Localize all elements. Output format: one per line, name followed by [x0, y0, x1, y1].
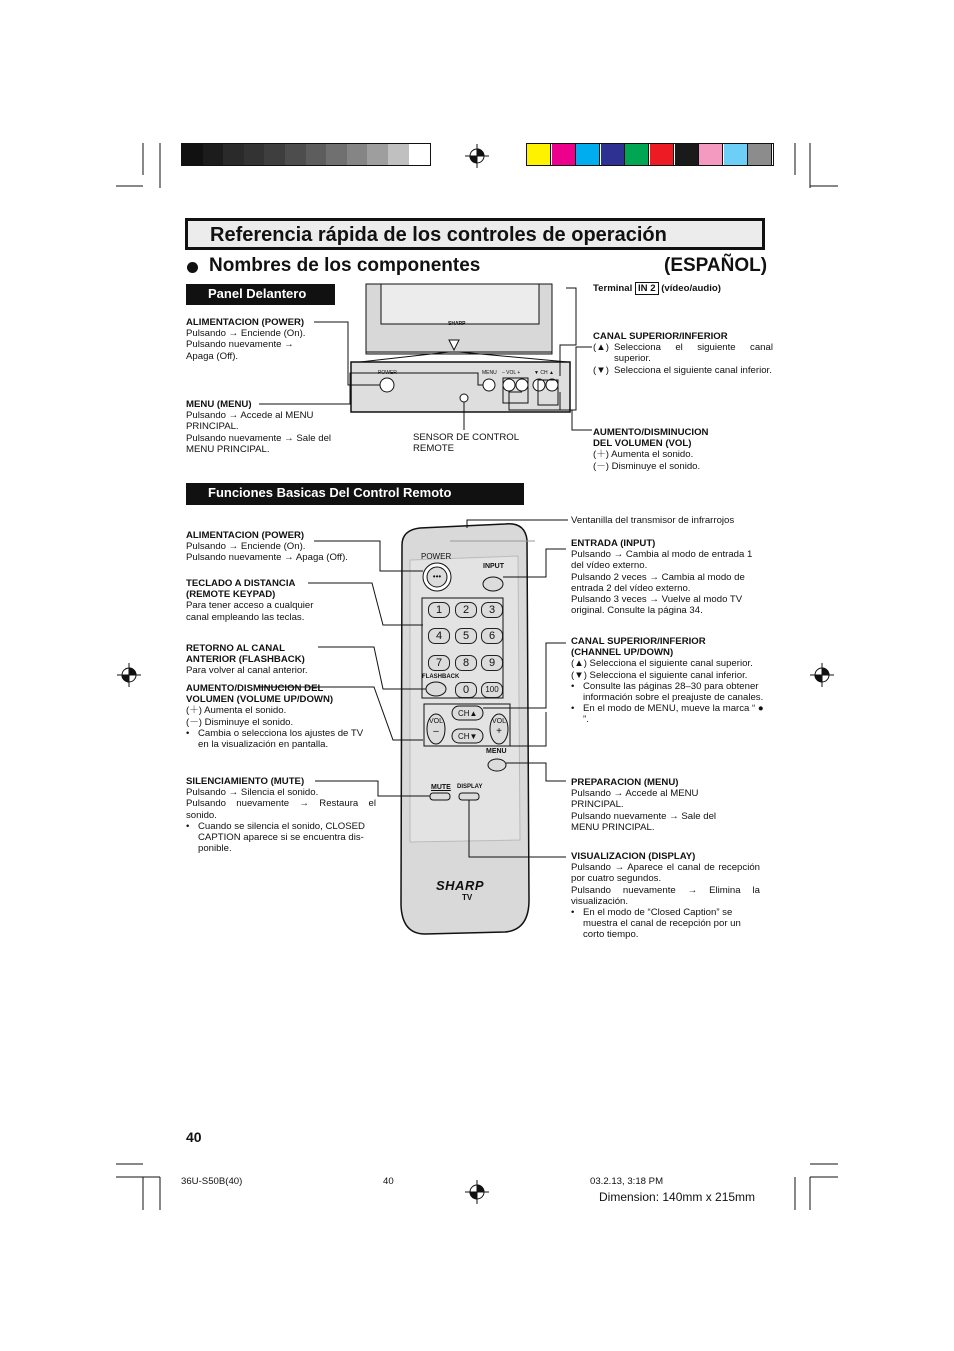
color-swatch — [724, 144, 748, 165]
gray-swatch — [285, 144, 306, 165]
color-swatch — [625, 144, 649, 165]
remote-power-callout: ALIMENTACION (POWER) Pulsando → Enciende (On). Pulsando nuevamente → Apaga (Off). — [186, 530, 348, 564]
color-swatch — [576, 144, 600, 165]
panel-brand: SHARP — [448, 321, 466, 327]
panel-volume-callout: AUMENTO/DISMINUCION DEL VOLUMEN (VOL) (＋) Aumenta el sonido. (－) Disminuye el sonido. — [593, 427, 709, 472]
color-swatch — [601, 144, 625, 165]
page-title-box — [185, 218, 765, 250]
remote-functions-tag: Funciones Basicas Del Control Remoto — [186, 483, 524, 505]
remote-key-2[interactable]: 2 — [455, 602, 477, 618]
remote-key-7[interactable]: 7 — [428, 655, 450, 671]
gray-swatch — [347, 144, 368, 165]
remote-display-button[interactable]: DISPLAY — [457, 784, 483, 790]
remote-flashback-callout: RETORNO AL CANAL ANTERIOR (FLASHBACK) Para volver al canal anterior. — [186, 643, 308, 677]
remote-key-1[interactable]: 1 — [428, 602, 450, 618]
registration-mark-bottom — [465, 1180, 489, 1204]
remote-keypad-callout: TECLADO A DISTANCIA (REMOTE KEYPAD) Para tener acceso a cualquier canal empleando las teclas. — [186, 578, 314, 623]
color-calibration-bar — [526, 143, 774, 166]
remote-vol-up-button[interactable]: + — [496, 726, 502, 737]
panel-power-label: POWER — [378, 370, 397, 376]
remote-menu-button[interactable] — [488, 759, 506, 771]
remote-menu-label: MENU — [486, 748, 507, 755]
panel-menu-label: MENU — [482, 370, 497, 376]
registration-mark-left — [117, 663, 141, 687]
remote-key-3[interactable]: 3 — [481, 602, 503, 618]
footer-page: 40 — [383, 1176, 394, 1187]
gray-swatch — [306, 144, 327, 165]
color-swatch — [650, 144, 674, 165]
remote-channel-callout: CANAL SUPERIOR/INFERIOR (CHANNEL UP/DOWN) (▲) Selecciona el siguiente canal superior. (▼) Selecciona el siguiente canal inferior. • Consulte las páginas 28–30 para obtener información sobre el preajuste de canales. • En el modo de MENU, mueve la marca “ ● ”. — [571, 636, 764, 726]
panel-vol-label: – VOL + — [502, 370, 521, 376]
remote-flashback-label: FLASHBACK — [422, 674, 460, 680]
footer-file: 36U-S50B(40) — [181, 1176, 243, 1187]
color-swatch — [527, 144, 551, 165]
gray-swatch — [244, 144, 265, 165]
remote-brand: SHARP — [436, 878, 485, 893]
page-number: 40 — [186, 1129, 202, 1145]
color-swatch — [675, 144, 699, 165]
remote-brand-sub: TV — [462, 893, 473, 902]
remote-vol-up-label: VOL — [492, 718, 507, 725]
section-heading: Nombres de los componentes — [209, 255, 481, 276]
remote-key-6[interactable]: 6 — [481, 628, 503, 644]
remote-mute-button[interactable]: MUTE — [431, 784, 451, 791]
remote-ch-down-button[interactable]: CH▼ — [458, 732, 478, 741]
remote-vol-down-label: VOL — [429, 718, 444, 725]
remote-flashback-button[interactable] — [426, 682, 446, 696]
gray-swatch — [223, 144, 244, 165]
panel-sensor-callout: SENSOR DE CONTROL REMOTE — [413, 432, 520, 455]
footer-date: 03.2.13, 3:18 PM — [590, 1176, 664, 1187]
remote-display-callout: VISUALIZACION (DISPLAY) Pulsando → Aparece el canal de recepción por cuatro segundos. Pulsando nuevamente → Elimina la visualización. • En el modo de “Closed Caption” se muestra el canal de recepción por un corto tiempo. — [571, 851, 760, 941]
gray-swatch — [203, 144, 224, 165]
remote-key-0[interactable]: 0 — [455, 682, 477, 698]
remote-menu-callout: PREPARACION (MENU) Pulsando → Accede al MENU PRINCIPAL. Pulsando nuevamente → Sale del MENU PRINCIPAL. — [571, 777, 717, 833]
remote-infrared-callout: Ventanilla del transmisor de infrarrojos — [571, 515, 735, 526]
remote-key-100[interactable]: 100 — [481, 682, 503, 698]
gray-swatch — [264, 144, 285, 165]
remote-mute-callout: SILENCIAMIENTO (MUTE) Pulsando → Silencia el sonido. Pulsando nuevamente → Restaura el sonido. • Cuando se silencia el sonido, CLOSED CAPTION aparece si se encuentra dis-ponible. — [186, 776, 376, 855]
registration-mark-right — [810, 663, 834, 687]
remote-power-label: POWER — [421, 552, 452, 561]
panel-channel-callout: CANAL SUPERIOR/INFERIOR (▲) Selecciona el siguiente canal superior. (▼) Selecciona el siguiente canal inferior. — [593, 331, 773, 376]
remote-power-button[interactable]: ••• — [432, 572, 442, 581]
front-panel-tag: Panel Delantero — [186, 284, 335, 305]
remote-key-8[interactable]: 8 — [455, 655, 477, 671]
gray-swatch — [182, 144, 203, 165]
remote-volume-callout: AUMENTO/DISMINUCION DEL VOLUMEN (VOLUME UP/DOWN) (＋) Aumenta el sonido. (－) Disminuye el sonido. • Cambia o selecciona los ajustes de TV en la visualización en pantalla. — [186, 683, 364, 751]
remote-ch-up-button[interactable]: CH▲ — [458, 709, 478, 718]
registration-mark-top — [465, 144, 489, 168]
color-swatch — [552, 144, 576, 165]
color-swatch — [699, 144, 723, 165]
panel-power-callout: ALIMENTACION (POWER) Pulsando → Enciende (On). Pulsando nuevamente → Apaga (Off). — [186, 317, 306, 362]
gray-swatch — [388, 144, 409, 165]
remote-key-9[interactable]: 9 — [481, 655, 503, 671]
gray-swatch — [367, 144, 388, 165]
panel-menu-callout: MENU (MENU) Pulsando → Accede al MENU PRINCIPAL. Pulsando nuevamente → Sale del MENU PRINCIPAL. — [186, 399, 332, 455]
bullet-icon — [187, 262, 198, 273]
language-label: (ESPAÑOL) — [664, 255, 768, 276]
panel-terminal-callout: Terminal IN 2 (vídeo/audio) — [593, 283, 721, 294]
remote-input-button[interactable] — [483, 577, 503, 591]
grayscale-calibration-bar — [181, 143, 431, 166]
remote-key-5[interactable]: 5 — [455, 628, 477, 644]
remote-key-4[interactable]: 4 — [428, 628, 450, 644]
gray-swatch — [409, 144, 430, 165]
color-swatch — [748, 144, 772, 165]
remote-vol-down-button[interactable]: – — [433, 726, 439, 737]
remote-input-label: INPUT — [483, 563, 504, 570]
panel-ch-label: ▼ CH ▲ — [534, 370, 554, 376]
remote-input-callout: ENTRADA (INPUT) Pulsando → Cambia al modo de entrada 1 del vídeo externo. Pulsando 2 veces → Cambia al modo de entrada 2 del vídeo externo. Pulsando 3 veces → Vuelve al modo TV original. Consulte la página 34. — [571, 538, 753, 617]
gray-swatch — [326, 144, 347, 165]
page-title: Referencia rápida de los controles de operación — [210, 224, 667, 246]
footer-dimension: Dimension: 140mm x 215mm — [599, 1190, 756, 1204]
